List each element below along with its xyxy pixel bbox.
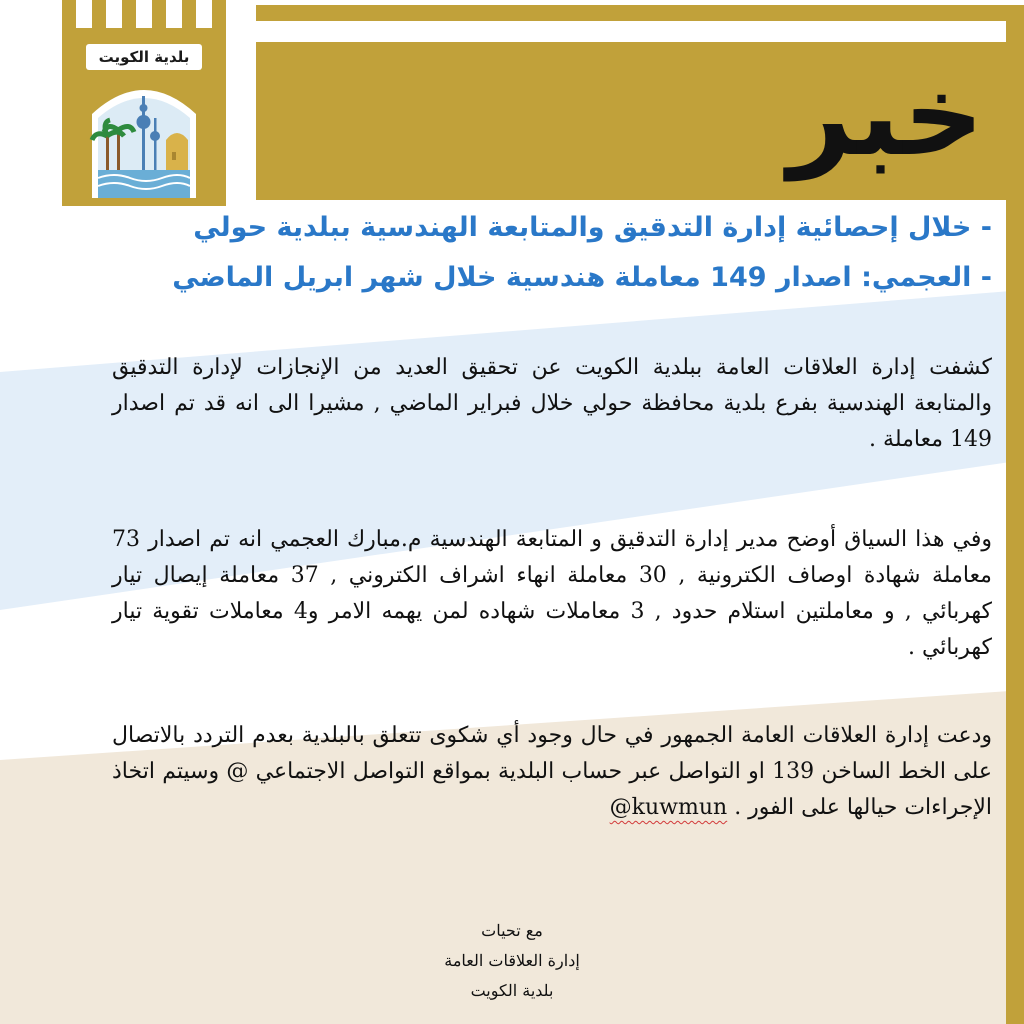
logo-crenel bbox=[136, 0, 152, 28]
body-paragraph bbox=[112, 718, 992, 826]
logo-crenel bbox=[76, 0, 92, 28]
logo-crenel bbox=[106, 0, 122, 28]
headline: - خلال إحصائية إدارة التدقيق والمتابعة الهندسية ببلدية حولي bbox=[193, 212, 992, 243]
kuwait-towers-emblem-icon bbox=[84, 74, 204, 198]
logo-crenel bbox=[166, 0, 182, 28]
logo-crenel bbox=[196, 0, 212, 28]
signature-department: إدارة العلاقات العامة bbox=[444, 951, 580, 970]
signature-block bbox=[382, 916, 642, 1006]
headline: - العجمي: اصدار 149 معاملة هندسية خلال شهر ابريل الماضي bbox=[172, 262, 992, 293]
signature-organization: بلدية الكويت bbox=[470, 981, 554, 1000]
right-gold-bar bbox=[1006, 5, 1024, 1024]
twitter-handle: @kuwmun bbox=[609, 795, 728, 820]
body-paragraph: وفي هذا السياق أوضح مدير إدارة التدقيق و المتابعة الهندسية م.مبارك العجمي انه تم اصدار 73 معاملة شهادة اوصاف الكترونية , 30 معاملة انهاء اشراف الكتروني , 37 معاملة إيصال تيار كهربائي , و معاملتين استلام حدود , 3 معاملات شهاده لمن يهمه الامر و4 معاملات تقوية تيار كهربائي . bbox=[112, 527, 993, 660]
news-title: خبر bbox=[787, 51, 984, 181]
top-gold-bar bbox=[256, 5, 1024, 21]
paragraph-text: ودعت إدارة العلاقات العامة الجمهور في حال وجود أي شكوى تتعلق بالبلدية بعدم التردد بالاتصال على الخط الساخن 139 او التواصل عبر حساب البلدية بمواقع التواصل الاجتماعي @ وسيتم اتخاذ الإجراءات حيالها على الفور . bbox=[112, 723, 992, 820]
kuwait-municipality-logo bbox=[62, 0, 226, 206]
signature-greeting: مع تحيات bbox=[481, 921, 543, 940]
logo-name: بلدية الكويت bbox=[86, 44, 202, 70]
body-paragraph: كشفت إدارة العلاقات العامة ببلدية الكويت عن تحقيق العديد من الإنجازات لإدارة التدقيق والمتابعة الهندسية بفرع بلدية محافظة حولي خلال فبراير الماضي , مشيرا الى انه قد تم اصدار 149 معاملة . bbox=[112, 355, 992, 452]
